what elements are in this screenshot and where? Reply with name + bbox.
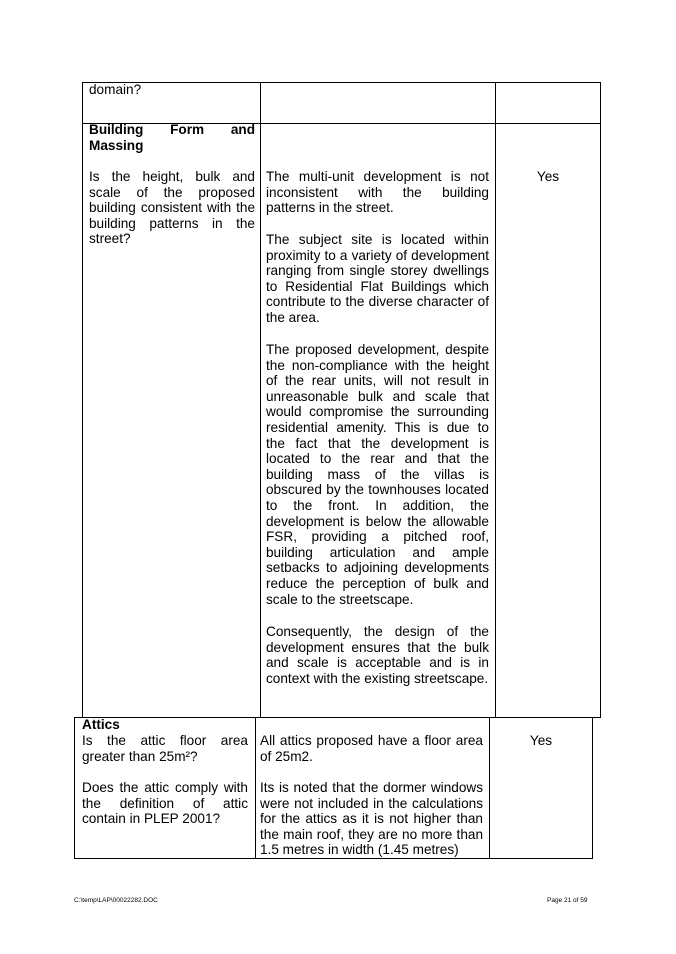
question-attic-definition: Does the attic comply with the definition of attic contain in PLEP 2001? [82, 780, 248, 827]
section-heading-attics: Attics [82, 717, 120, 732]
heading-word-1: Building [89, 122, 144, 137]
comment-para-2: The subject site is located within proximity to a variety of development ranging from single storey dwellings to Residential Flat Buildings which contribute to the diverse character of the area. [266, 232, 489, 325]
question-building-form: Is the height, bulk and scale of the proposed building consistent with the building patterns in the street? [89, 169, 255, 247]
comment-attic-area: All attics proposed have a floor area of 25m2. [260, 733, 483, 764]
heading-word-3: and [230, 122, 255, 137]
comment-para-3: The proposed development, despite the non-compliance with the height of the rear units, will not result in unreasonable bulk and scale that would compromise the surrounding residential amenity. This is due to the fact that the development is located to the rear and that the building mass of the villas is obscured by the townhouses located to the front. In addition, the development is below the allowable FSR, providing a pitched roof, building articulation and ample setbacks to adjoining developments reduce the perception of bulk and scale to the streetscape. [266, 342, 489, 607]
section-heading-building-form [89, 122, 255, 153]
complies-attics: Yes [529, 733, 553, 748]
comment-attic-dormers: Its is noted that the dormer windows were not included in the calculations for the attics as it is not higher than the main roof, they are no more than 1.5 metres in width (1.45 metres) [260, 780, 483, 858]
heading-word-2: Form [170, 122, 205, 137]
comment-para-1: The multi-unit development is not inconsistent with the building patterns in the street. [266, 169, 489, 216]
question-attic-area: Is the attic floor area greater than 25m²? [82, 733, 248, 764]
comment-para-4: Consequently, the design of the development ensures that the bulk and scale is acceptable and is in context with the existing streetscape. [266, 624, 489, 686]
heading-line-2: Massing [89, 137, 144, 153]
cell-complies-building-form [495, 123, 601, 718]
footer-page-number: Page 21 of 59 [547, 897, 588, 904]
footer-file-path: C:\temp\LAP\00022282.DOC [74, 897, 158, 904]
complies-building-form: Yes [536, 169, 560, 184]
heading-line-1 [89, 122, 255, 138]
question-continued-text: domain? [89, 82, 142, 97]
cell-complies-continued [495, 82, 601, 124]
cell-comment-continued [260, 82, 496, 124]
